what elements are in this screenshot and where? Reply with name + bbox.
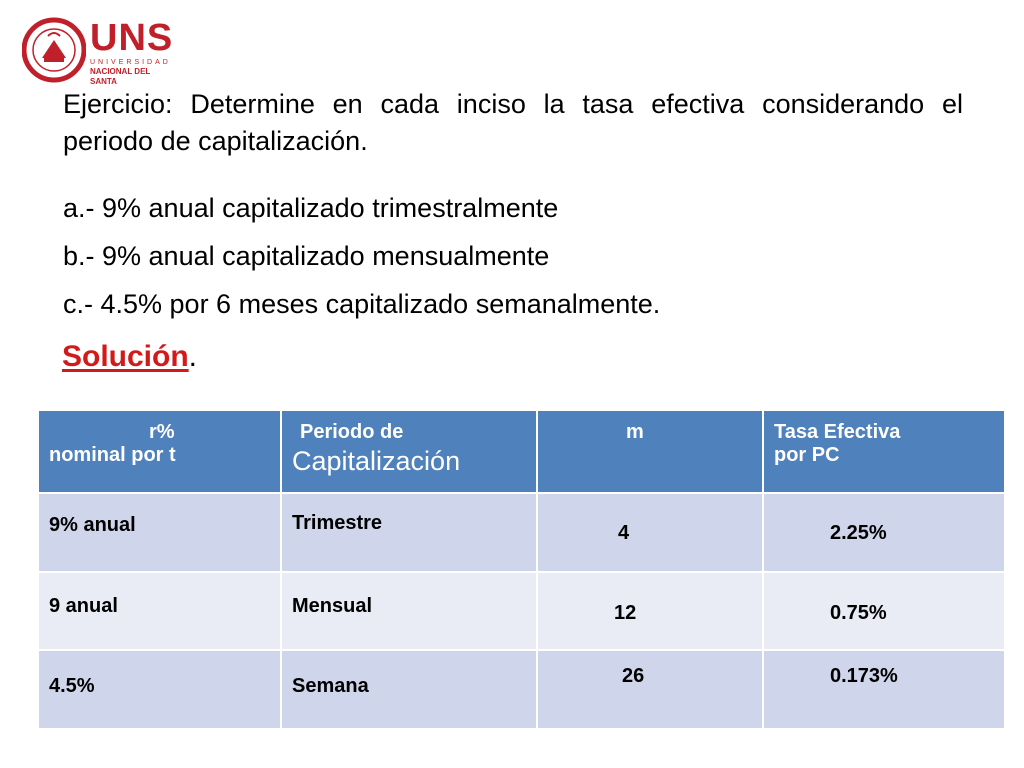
header-effective-rate-line2: por PC bbox=[774, 444, 840, 466]
university-seal-icon bbox=[22, 14, 86, 86]
item-b: b.- 9% anual capitalizado mensualmente bbox=[63, 241, 550, 271]
header-effective-rate bbox=[763, 410, 1005, 493]
exercise-label: Ejercicio bbox=[63, 89, 166, 119]
header-period bbox=[281, 410, 537, 493]
cell-rate: 4.5% bbox=[38, 650, 281, 729]
university-logo bbox=[22, 14, 172, 86]
cell-effective: 0.75% bbox=[763, 572, 1005, 649]
solution-suffix: . bbox=[188, 340, 198, 373]
cell-period: Mensual bbox=[281, 572, 537, 649]
results-table bbox=[37, 409, 1006, 730]
cell-rate: 9% anual bbox=[38, 493, 281, 572]
cell-period: Trimestre bbox=[281, 493, 537, 572]
header-period-line1: Periodo de bbox=[300, 421, 404, 443]
logo-name: UNS bbox=[90, 17, 174, 59]
logo-subtitle-2: NACIONAL DEL SANTA bbox=[90, 67, 151, 86]
header-effective-rate-line1: Tasa Efectiva bbox=[774, 421, 901, 443]
cell-rate: 9 anual bbox=[38, 572, 281, 649]
exercise-text: : Determine en cada inciso la tasa efectiva considerando el periodo de capitalización. bbox=[63, 89, 963, 156]
header-m bbox=[537, 410, 763, 493]
cell-m: 4 bbox=[537, 493, 763, 572]
cell-m: 12 bbox=[537, 572, 763, 649]
header-m-label: m bbox=[626, 421, 644, 443]
header-period-line2: Capitalización bbox=[292, 446, 461, 476]
logo-subtitle-1: UNIVERSIDAD bbox=[90, 59, 171, 66]
cell-effective: 2.25% bbox=[763, 493, 1005, 572]
table-header-row bbox=[38, 410, 1005, 493]
solution-word: Solución bbox=[62, 340, 189, 373]
header-nominal-rate-line2: nominal por t bbox=[49, 444, 176, 466]
solution-heading bbox=[62, 338, 197, 376]
cell-period: Semana bbox=[281, 650, 537, 729]
table-row bbox=[38, 493, 1005, 572]
exercise-statement bbox=[63, 86, 963, 160]
cell-effective: 0.173% bbox=[763, 650, 1005, 729]
item-c: c.- 4.5% por 6 meses capitalizado semanalmente. bbox=[63, 289, 661, 319]
cell-m: 26 bbox=[537, 650, 763, 729]
header-nominal-rate-line1: r% bbox=[149, 421, 175, 443]
table-row bbox=[38, 572, 1005, 649]
header-nominal-rate bbox=[38, 410, 281, 493]
table-row bbox=[38, 650, 1005, 729]
item-a: a.- 9% anual capitalizado trimestralmente bbox=[63, 193, 559, 223]
